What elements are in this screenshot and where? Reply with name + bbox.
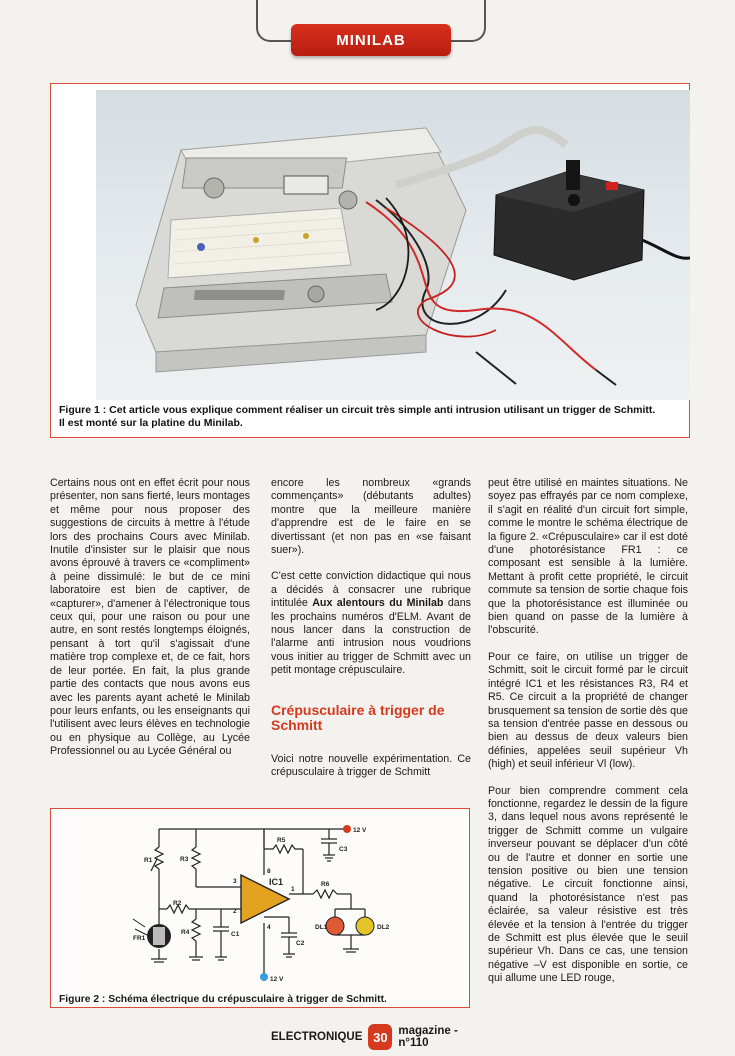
schematic-pin-1: 1 — [291, 886, 295, 893]
schematic-label-c1: C1 — [231, 931, 240, 938]
schematic-label-dl2: DL2 — [377, 924, 390, 931]
page-number: 30 — [368, 1024, 392, 1050]
schematic-label-r5: R5 — [277, 837, 286, 844]
section-badge: MINILAB — [291, 24, 451, 56]
schematic-pin-2: 2 — [233, 908, 237, 915]
col2-p2-text-a: C'est cette conviction didactique qui nous a décidés à consacrer une rubrique intitulée — [271, 570, 471, 610]
schematic-label-c3: C3 — [339, 846, 348, 853]
schematic-label-dl1: DL1 — [315, 924, 328, 931]
schematic-label-pos-12v: 12 V — [353, 827, 367, 834]
footer-issue: magazine - n°110 — [398, 1025, 458, 1049]
schematic-label-r1: R1 — [144, 857, 153, 864]
figure-2 — [50, 808, 470, 1008]
column-3 — [488, 477, 688, 999]
col2-p2-text-b: dans les prochains numéros d'ELM. Avant de nous lancer dans la construction de l'alarme anti intrusion nous voudrions vous initier au trigger de Schmitt avec un petit montage crépusculaire. — [271, 597, 471, 677]
col3-paragraph-1: peut être utilisé en maintes situations. Ne soyez pas effrayés par ce nom complexe, il s'agit en réalité d'un circuit fort simple, comme le montre le schéma électrique de la figure 2. «Crépusculaire» car il est doté d'une photorésistance FR1 : ce composant est sensible à la lumière. Mettant à profit cette propriété, le circuit commute sa tension de sortie chaque fois que la photorésistance est illuminée ou bien quand on passe de la lumière à l'obscurité. — [488, 477, 688, 637]
col1-paragraph-1: Certains nous ont en effet écrit pour nous présenter, non sans fierté, leurs montages et même pour nous proposer des suggestions de circuits à mettre à l'étude lors des prochains Cours avec Minilab. Inutile d'insister sur le plaisir que nous avons éprouvé à travers ce «compliment» à peine dissimulé: le but de ce mini laboratoire est bien de captiver, de «capturer», d'amener à l'électronique tous ceux qui, pour une raison ou pour une autre, en sont restés longtemps éloignés, pensant à tort qu'il s'agissait d'une matière trop complexe et, de ce fait, hors de leur portée. En fait, la plus grande partie des contacts que nous avons eus avec les parents ayant acheté le Minilab pour leurs enfants, ou les enseignants qui l'utilisent avec leurs élèves en technologie ou en physique au Collège, au Lycée Professionnel ou au Lycée Général ou — [50, 477, 250, 758]
schematic-label-c2: C2 — [296, 940, 305, 947]
column-1 — [50, 477, 250, 772]
col2-paragraph-2 — [271, 570, 471, 677]
minilab-photo — [96, 90, 690, 400]
schematic-diagram — [51, 809, 471, 991]
schematic-label-r3: R3 — [180, 856, 189, 863]
page-footer — [271, 1026, 491, 1048]
schematic-label-r6: R6 — [321, 881, 330, 888]
schematic-label-ic1: IC1 — [269, 877, 284, 887]
figure-1-caption — [59, 404, 684, 430]
figure-1-caption-line1: Figure 1 : Cet article vous explique comment réaliser un circuit très simple anti intrusion utilisant un trigger de Schmitt. — [59, 404, 656, 416]
schematic-label-neg-12v: 12 V — [270, 976, 284, 983]
section-title: Crépusculaire à trigger de Schmitt — [271, 701, 445, 733]
figure-1 — [50, 83, 690, 438]
figure-1-caption-line2: Il est monté sur la platine du Minilab. — [59, 417, 243, 429]
minilab-illustration — [96, 90, 690, 400]
schematic-pin-4: 4 — [267, 924, 271, 931]
footer-magazine-name: ELECTRONIQUE — [271, 1031, 363, 1043]
schematic-label-fr1: FR1 — [133, 935, 146, 942]
schematic-pin-8: 8 — [267, 868, 271, 875]
figure-2-caption: Figure 2 : Schéma électrique du crépusculaire à trigger de Schmitt. — [59, 994, 387, 1005]
col2-paragraph-3: Voici notre nouvelle expérimentation. Ce crépusculaire à trigger de Schmitt — [271, 752, 471, 779]
rubric-title: Aux alentours du Minilab — [312, 597, 444, 610]
schematic-label-r4: R4 — [181, 929, 190, 936]
col3-paragraph-3: Pour bien comprendre comment cela fonctionne, regardez le dessin de la figure 3, dans lequel nous avons représenté le trigger de Schmitt comme un vulgaire inverseur pouvant se déplacer d'un côté ou de l'autre et donner en sortie une tension positive ou bien une tension négative. Le circuit fonctionne ainsi, quand la photorésistance n'est pas éclairée, sa valeur résistive est très élevée et la tension à l'entrée du trigger de Schmitt est plus élevée que le seuil supérieur Vh. Dans ce cas, une tension négative –V est disponible en sortie, ce qui allume une LED rouge, — [488, 784, 688, 985]
col3-paragraph-2: Pour ce faire, on utilise un trigger de Schmitt, soit le circuit formé par le circuit intégré IC1 et les résistances R3, R4 et R5. Ce circuit a la propriété de changer brusquement sa tension de sortie dès que sa tension d'entrée passe en dessous ou bien au dessus de deux valeurs bien définies, appelées seuil supérieur Vh (high) et seuil inférieur Vl (low). — [488, 650, 688, 771]
schematic-pin-3: 3 — [233, 878, 237, 885]
col2-paragraph-1: encore les nombreux «grands commençants» (débutants adultes) montre que la meilleure manière d'apprendre est de le faire en se divertissant (et non pas en «se faisant suer»). — [271, 477, 471, 557]
schematic-label-r2: R2 — [173, 900, 182, 907]
column-2 — [271, 477, 471, 793]
